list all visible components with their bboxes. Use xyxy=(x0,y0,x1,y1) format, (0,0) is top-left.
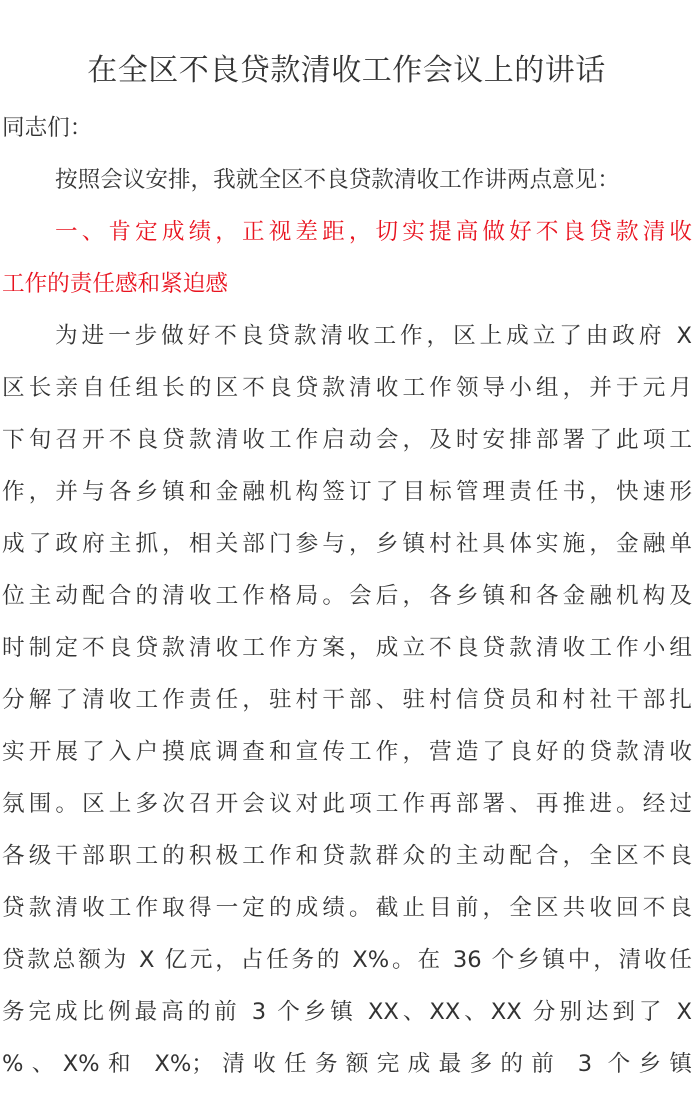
body-text-line: 下旬召开不良贷款清收工作启动会，及时安排部署了此项工 xyxy=(2,427,692,453)
body-text-line: %、X%和 X%；清收任务额完成最多的前 3 个乡镇 xyxy=(2,1051,692,1077)
section-heading-line-2: 工作的责任感和紧迫感 xyxy=(2,271,228,297)
body-text-line: 位主动配合的清收工作格局。会后，各乡镇和各金融机构及 xyxy=(2,583,692,609)
body-text-line: 作，并与各乡镇和金融机构签订了目标管理责任书，快速形 xyxy=(2,479,692,505)
intro-paragraph: 按照会议安排，我就全区不良贷款清收工作讲两点意见： xyxy=(55,167,620,193)
body-text-line: 务完成比例最高的前 3 个乡镇 XX、XX、XX 分别达到了 X xyxy=(2,999,692,1025)
page-title: 在全区不良贷款清收工作会议上的讲话 xyxy=(87,53,606,89)
body-text-line: 区长亲自任组长的区不良贷款清收工作领导小组，并于元月 xyxy=(2,375,692,401)
body-text-line: 氛围。区上多次召开会议对此项工作再部署、再推进。经过 xyxy=(2,791,692,817)
body-text-line: 贷款总额为 X 亿元，占任务的 X%。在 36 个乡镇中，清收任 xyxy=(2,947,692,973)
body-text-line: 各级干部职工的积极工作和贷款群众的主动配合，全区不良 xyxy=(2,843,692,869)
body-text-line: 为进一步做好不良贷款清收工作，区上成立了由政府 X xyxy=(55,323,692,349)
body-text-line: 实开展了入户摸底调查和宣传工作，营造了良好的贷款清收 xyxy=(2,739,692,765)
body-text-line: 分解了清收工作责任，驻村干部、驻村信贷员和村社干部扎 xyxy=(2,687,692,713)
body-text-line: 时制定不良贷款清收工作方案，成立不良贷款清收工作小组 xyxy=(2,635,692,661)
salutation: 同志们： xyxy=(2,115,93,141)
body-text-line: 成了政府主抓，相关部门参与，乡镇村社具体实施，金融单 xyxy=(2,531,692,557)
body-text-line: 贷款清收工作取得一定的成绩。截止目前，全区共收回不良 xyxy=(2,895,692,921)
section-heading-line-1: 一、肯定成绩，正视差距，切实提高做好不良贷款清收 xyxy=(55,219,692,245)
